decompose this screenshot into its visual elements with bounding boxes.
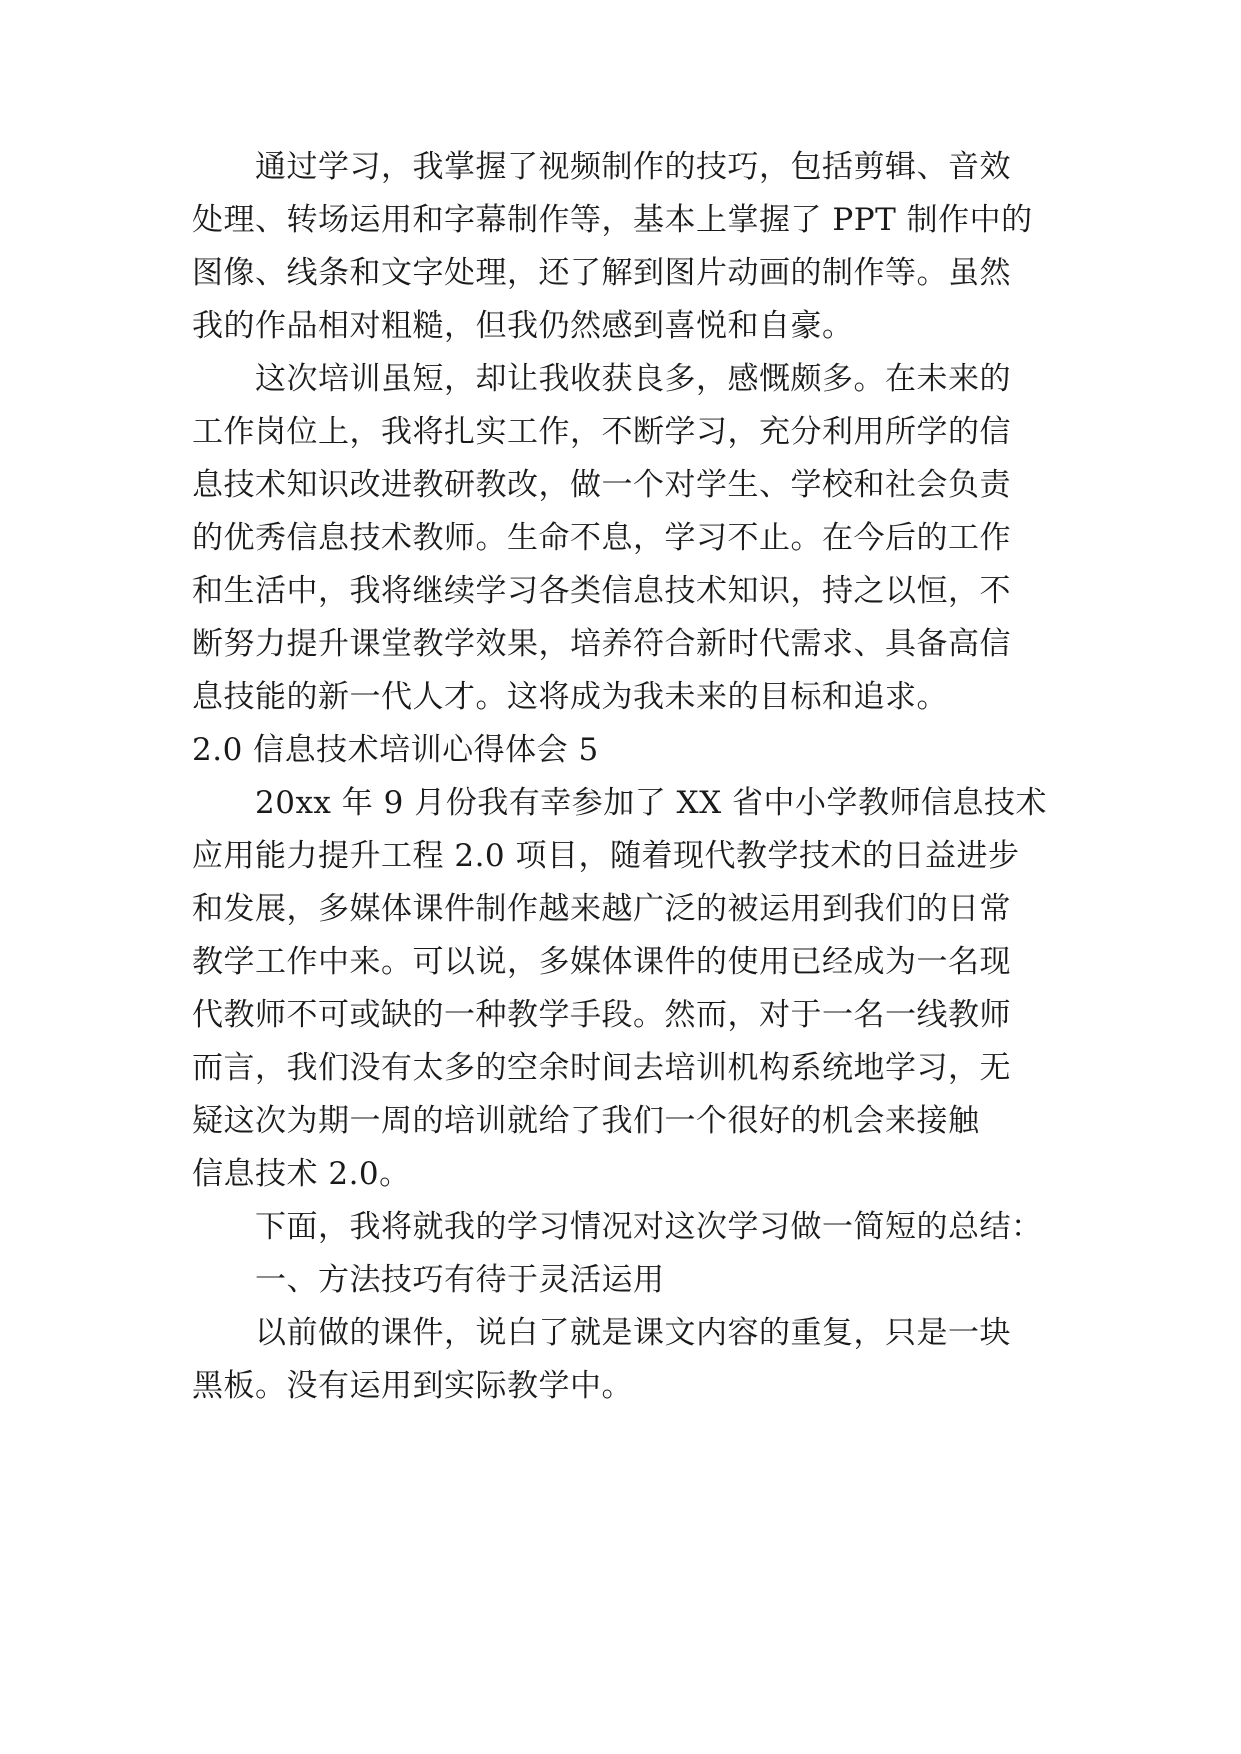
- paragraph-line: 息技能的新一代人才。这将成为我未来的目标和追求。: [192, 679, 948, 715]
- paragraph-line: 20xx 年 9 月份我有幸参加了 XX 省中小学教师信息技术: [255, 785, 1048, 821]
- paragraph-line: 下面，我将就我的学习情况对这次学习做一简短的总结：: [255, 1209, 1043, 1245]
- paragraph-line: 代教师不可或缺的一种教学手段。然而，对于一名一线教师: [192, 997, 1011, 1033]
- paragraph-line: 而言，我们没有太多的空余时间去培训机构系统地学习，无: [192, 1050, 1011, 1086]
- paragraph-line: 和发展，多媒体课件制作越来越广泛的被运用到我们的日常: [192, 891, 1011, 927]
- paragraph-line: 通过学习，我掌握了视频制作的技巧，包括剪辑、音效: [255, 149, 1011, 185]
- subheading: 一、方法技巧有待于灵活运用: [255, 1262, 665, 1298]
- paragraph-line: 图像、线条和文字处理，还了解到图片动画的制作等。虽然: [192, 255, 1011, 291]
- paragraph-line: 和生活中，我将继续学习各类信息技术知识，持之以恒，不: [192, 573, 1011, 609]
- paragraph-line: 处理、转场运用和字幕制作等，基本上掌握了 PPT 制作中的: [192, 202, 1033, 238]
- paragraph-line: 息技术知识改进教研教改，做一个对学生、学校和社会负责: [192, 467, 1011, 503]
- paragraph-line: 这次培训虽短，却让我收获良多，感慨颇多。在未来的: [255, 361, 1011, 397]
- paragraph-line: 黑板。没有运用到实际教学中。: [192, 1368, 633, 1404]
- paragraph-line: 教学工作中来。可以说，多媒体课件的使用已经成为一名现: [192, 944, 1011, 980]
- paragraph-line: 以前做的课件，说白了就是课文内容的重复，只是一块: [255, 1315, 1011, 1351]
- paragraph-line: 工作岗位上，我将扎实工作，不断学习，充分利用所学的信: [192, 414, 1011, 450]
- paragraph-line: 断努力提升课堂教学效果，培养符合新时代需求、具备高信: [192, 626, 1011, 662]
- paragraph-line: 应用能力提升工程 2.0 项目，随着现代教学技术的日益进步: [192, 838, 1020, 874]
- paragraph-line: 的优秀信息技术教师。生命不息，学习不止。在今后的工作: [192, 520, 1011, 556]
- paragraph-line: 我的作品相对粗糙，但我仍然感到喜悦和自豪。: [192, 308, 854, 344]
- paragraph-line: 疑这次为期一周的培训就给了我们一个很好的机会来接触: [192, 1103, 980, 1139]
- section-heading: 2.0 信息技术培训心得体会 5: [192, 732, 599, 768]
- paragraph-line: 信息技术 2.0。: [192, 1156, 411, 1192]
